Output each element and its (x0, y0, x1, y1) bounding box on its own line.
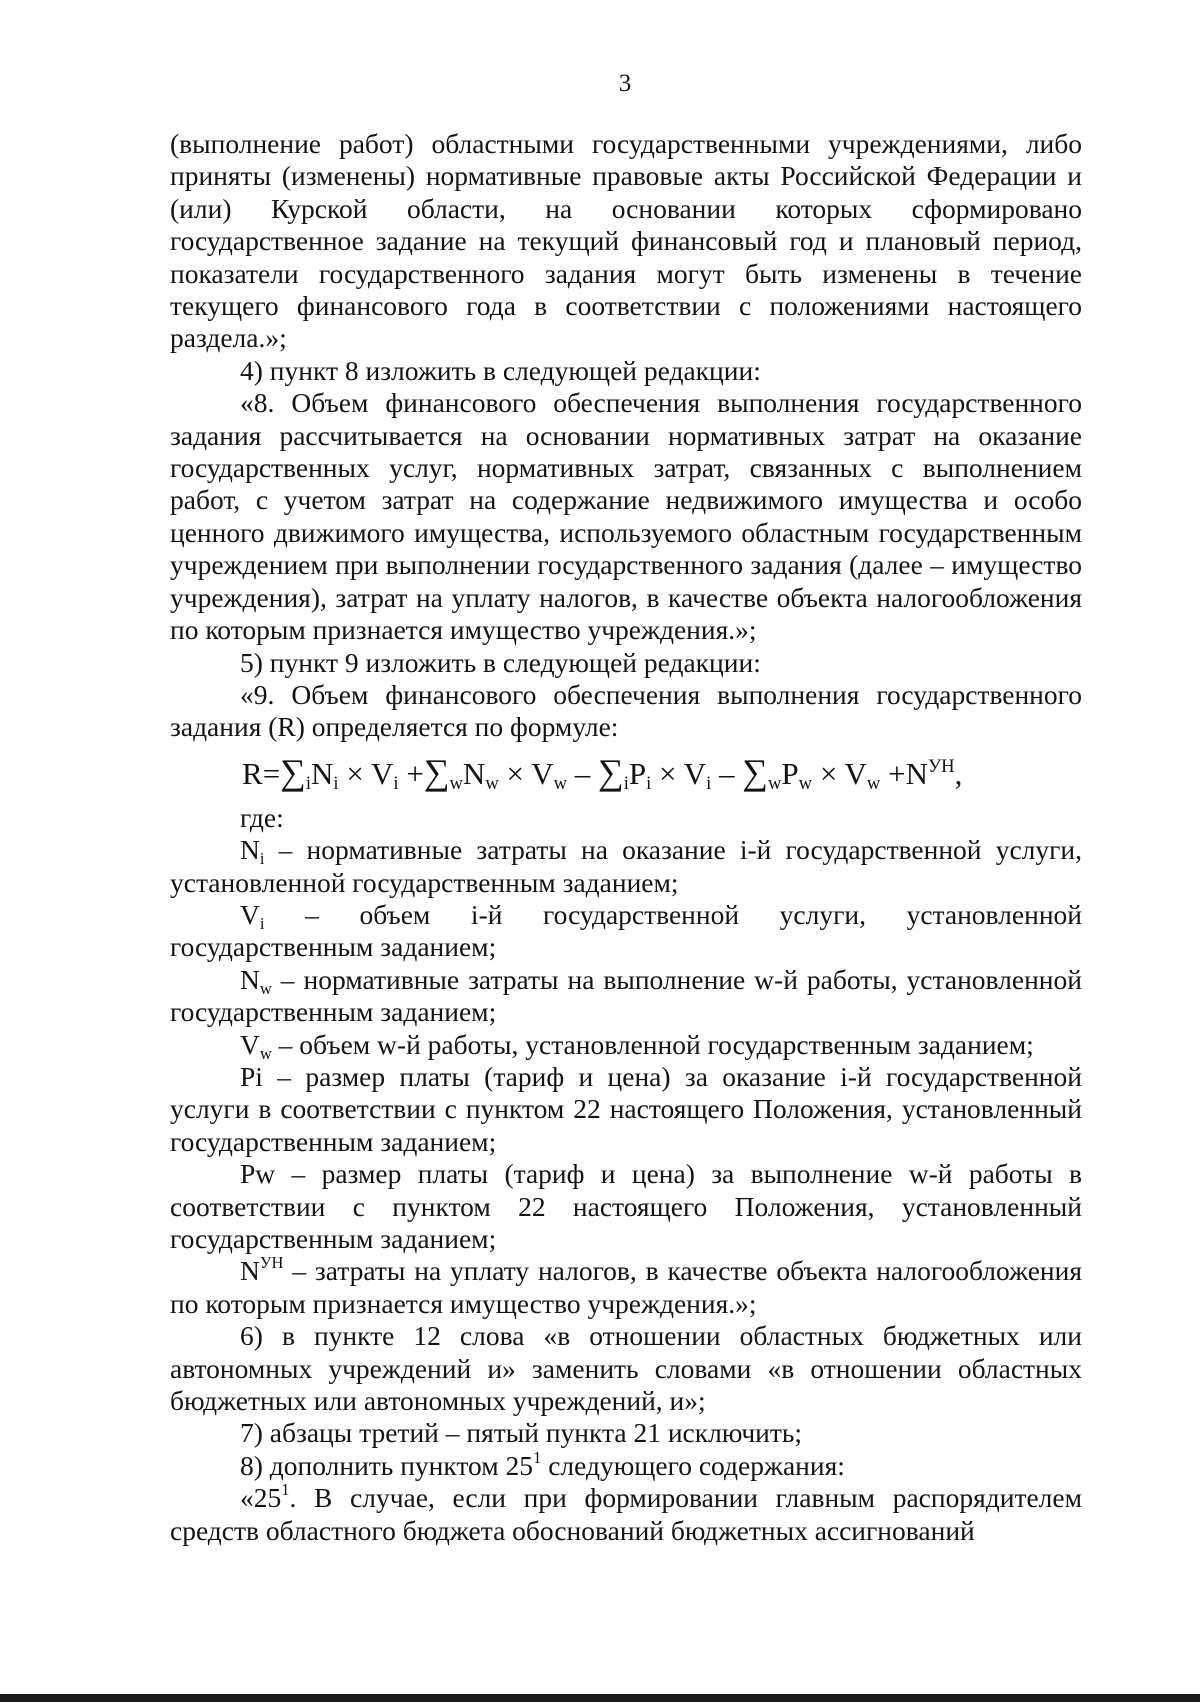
page-number: 3 (618, 70, 632, 97)
document-body (170, 128, 1082, 1547)
paragraph-clause-8: «8. Объем финансового обеспечения выполнения государственного задания рассчитывается на основании нормативных затрат на оказание государственных услуг, нормативных затрат, связанных с выполнением работ, с учетом затрат на содержание недвижимого имущества и особо ценного движимого имущества, используемого областным государственным учреждением при выполнении государственного задания (далее – имущество учреждения), затрат на уплату налогов, в качестве объекта налогообложения по которым признается имущество учреждения.»; (170, 387, 1082, 646)
definition-nun: $N^{УН}$ – затраты на уплату налогов, в качестве объекта налогообложения по которым признается имущество учреждения.»; (170, 1253, 1082, 1319)
definition-vw: $V_w$ – объем w-й работы, установленной государственным заданием; (240, 1028, 1034, 1063)
paragraph-item-4: 4) пункт 8 изложить в следующей редакции: (240, 354, 761, 386)
paragraph-clause-25-1: «$25^1$. В случае, если при формировании главным распорядителем средств областного бюджета обоснований бюджетных ассигнований (170, 1480, 1082, 1546)
paragraph-item-6: 6) в пункте 12 слова «в отношении областных бюджетных или автономных учреждений и» заменить словами «в отношении областных бюджетных или автономных учреждений, и»; (170, 1320, 1082, 1417)
paragraph-item-7: 7) абзацы третий – пятый пункта 21 исключить; (240, 1417, 803, 1449)
scan-edge-line (0, 1694, 1200, 1702)
where-label: где: (240, 801, 284, 833)
definition-vi: $V_i$ – объем i-й государственной услуги, установленной государственным заданием; (170, 898, 1082, 963)
definition-pw: Pw – размер платы (тариф и цена) за выполнение w-й работы в соответствии с пунктом 22 настоящего Положения, установленный государственным заданием; (170, 1158, 1082, 1254)
definition-pi: Pi – размер платы (тариф и цена) за оказание i-й государственной услуги в соответствии с пунктом 22 настоящего Положения, установленный государственным заданием; (170, 1060, 1082, 1157)
paragraph-item-5: 5) пункт 9 изложить в следующей редакции: (240, 646, 761, 678)
definition-ni: $N_i$ – нормативные затраты на оказание i-й государственной услуги, установленной государственным заданием; (170, 834, 1082, 898)
formula: $R=\sum_iN_i \times V_i +\sum_wN_w \times V_w - \sum_iP_i \times V_i - \sum_wP_w \times V_w +N^{УН}$, (242, 751, 963, 794)
definition-nw: $N_w$ – нормативные затраты на выполнение w-й работы, установленной государственным заданием; (170, 963, 1082, 1028)
paragraph-item-8: 8) дополнить пунктом $25^1$ следующего содержания: (240, 1447, 845, 1481)
paragraph-continuation: (выполнение работ) областными государственными учреждениями, либо приняты (изменены) нормативные правовые акты Российской Федерации и (или) Курской области, на основании которых сформировано государственное задание на текущий финансовый год и плановый период, показатели государственного задания могут быть изменены в течение текущего финансового года в соответствии с положениями настоящего раздела.»; (170, 128, 1082, 354)
paragraph-clause-9: «9. Объем финансового обеспечения выполнения государственного задания (R) определяется по формуле: (170, 678, 1082, 743)
